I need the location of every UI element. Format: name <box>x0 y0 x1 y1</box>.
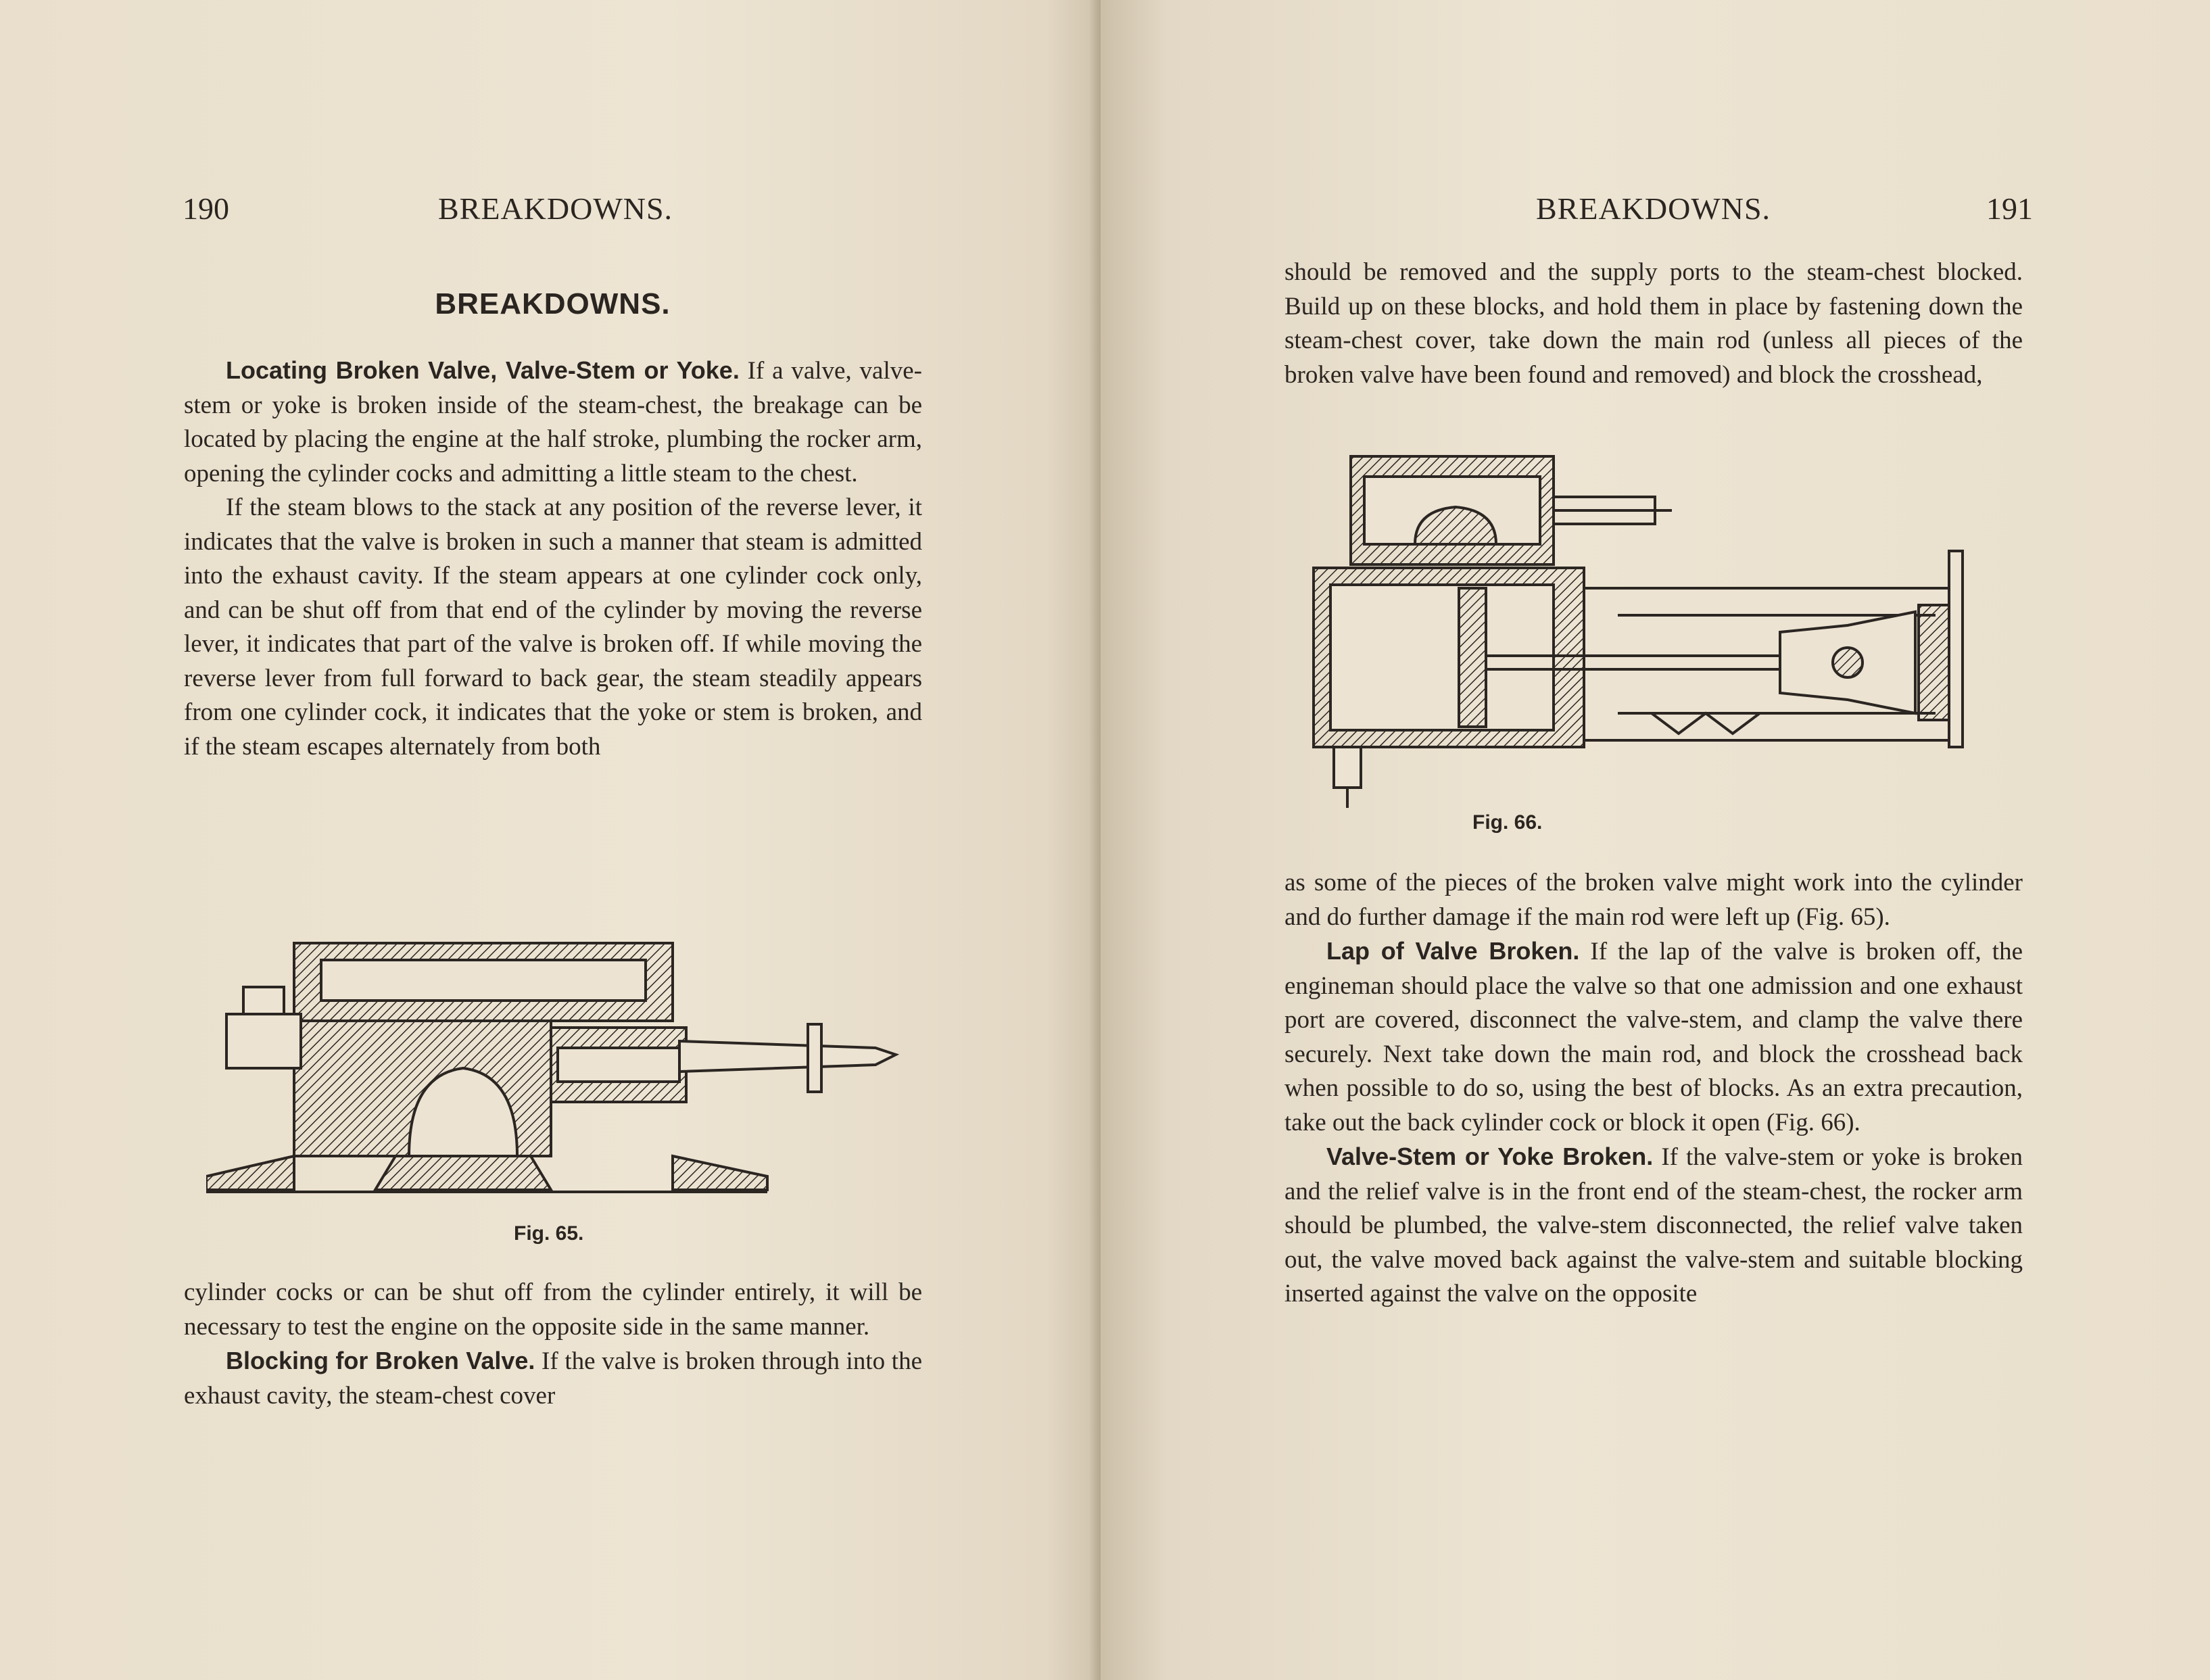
paragraph-steam-blows: If the steam blows to the stack at any position of the reverse lever, it indicates that the valve is broken in such a manner that steam is admitted into the exhaust cavity. If the steam appears at one cylinder cock only, and can be shut off from that end of the cylinder by moving the reverse lever, it indicates that part of the valve is broken off. If while moving the reverse lever from full forward to back gear, the steam steadily appears from one cylinder cock, it indicates that the yoke or stem is broken, and if the steam escapes alternately from both <box>184 494 922 761</box>
paragraph-cylinder-cocks: cylinder cocks or can be shut off from the cylinder entirely, it will be necessary to test the engine on the opposite side in the same manner. <box>184 1278 922 1341</box>
heading-blocking: Blocking for Broken Valve. <box>226 1347 535 1374</box>
paragraph-lap-broken <box>1284 934 2023 1140</box>
paragraph-locating-body: If a valve, valve-stem or yoke is broken inside of the steam-chest, the breakage can be located by placing the engine at the half stroke, plumbing the rocker arm, opening the cylinder cocks and admitting a little steam to the chest. <box>184 357 922 487</box>
fig-66-illustration <box>1293 450 1969 811</box>
paragraph-valve-stem-broken-body: If the valve-stem or yoke is broken and the relief valve is in the front end of the steam-chest, the rocker arm should be plumbed, the valve-stem disconnected, the relief valve taken out, the valve moved back against the valve-stem and suitable blocking inserted against the valve on the opposite <box>1284 1143 2023 1307</box>
paragraph-blocking <box>184 1344 922 1413</box>
right-page <box>1101 0 2210 1680</box>
paragraph-should-be-removed: should be removed and the supply ports to the steam-chest blocked. Build up on these blocks, and hold them in place by fastening down the steam-chest cover, take down the main rod (unless all pieces of the broken valve have been found and removed) and block the crosshead, <box>1284 258 2023 389</box>
right-text-top <box>1284 256 2023 392</box>
paragraph-blocking-body: If the valve is broken through into the exhaust cavity, the steam-chest cover <box>184 1347 922 1410</box>
fig-65-caption: Fig. 65. <box>514 1222 584 1245</box>
paragraph-lap-broken-body: If the lap of the valve is broken off, the engineman should place the valve so that one admission and one exhaust port are covered, disconnect the valve-stem, and clamp the valve there securely. Next take down the main rod, and block the crosshead back when possible to do so, using the best of blocks. As an extra precaution, take out the back cylinder cock or block it open (Fig. 66). <box>1284 938 2023 1136</box>
heading-locating: Locating Broken Valve, Valve-Stem or Yoke. <box>226 356 740 384</box>
section-title: BREAKDOWNS. <box>435 287 671 320</box>
paragraph-pieces-of-valve: as some of the pieces of the broken valve might work into the cylinder and do further damage if the main rod were left up (Fig. 65). <box>1284 869 2023 931</box>
running-head-right: BREAKDOWNS. <box>1536 191 1771 226</box>
left-text-top <box>184 354 922 764</box>
paragraph-locating <box>184 354 922 491</box>
fig-66-caption: Fig. 66. <box>1472 811 1543 834</box>
page-number-right: 191 <box>1986 191 2033 226</box>
heading-valve-stem-broken: Valve-Stem or Yoke Broken. <box>1326 1143 1654 1170</box>
running-head-left: BREAKDOWNS. <box>438 191 673 226</box>
paragraph-valve-stem-broken <box>1284 1140 2023 1312</box>
heading-lap-broken: Lap of Valve Broken. <box>1326 937 1580 965</box>
left-page <box>0 0 1101 1680</box>
fig-65-illustration <box>206 933 903 1193</box>
right-text-bottom <box>1284 866 2023 1312</box>
left-text-bottom <box>184 1276 922 1413</box>
page-number-left: 190 <box>183 191 229 226</box>
